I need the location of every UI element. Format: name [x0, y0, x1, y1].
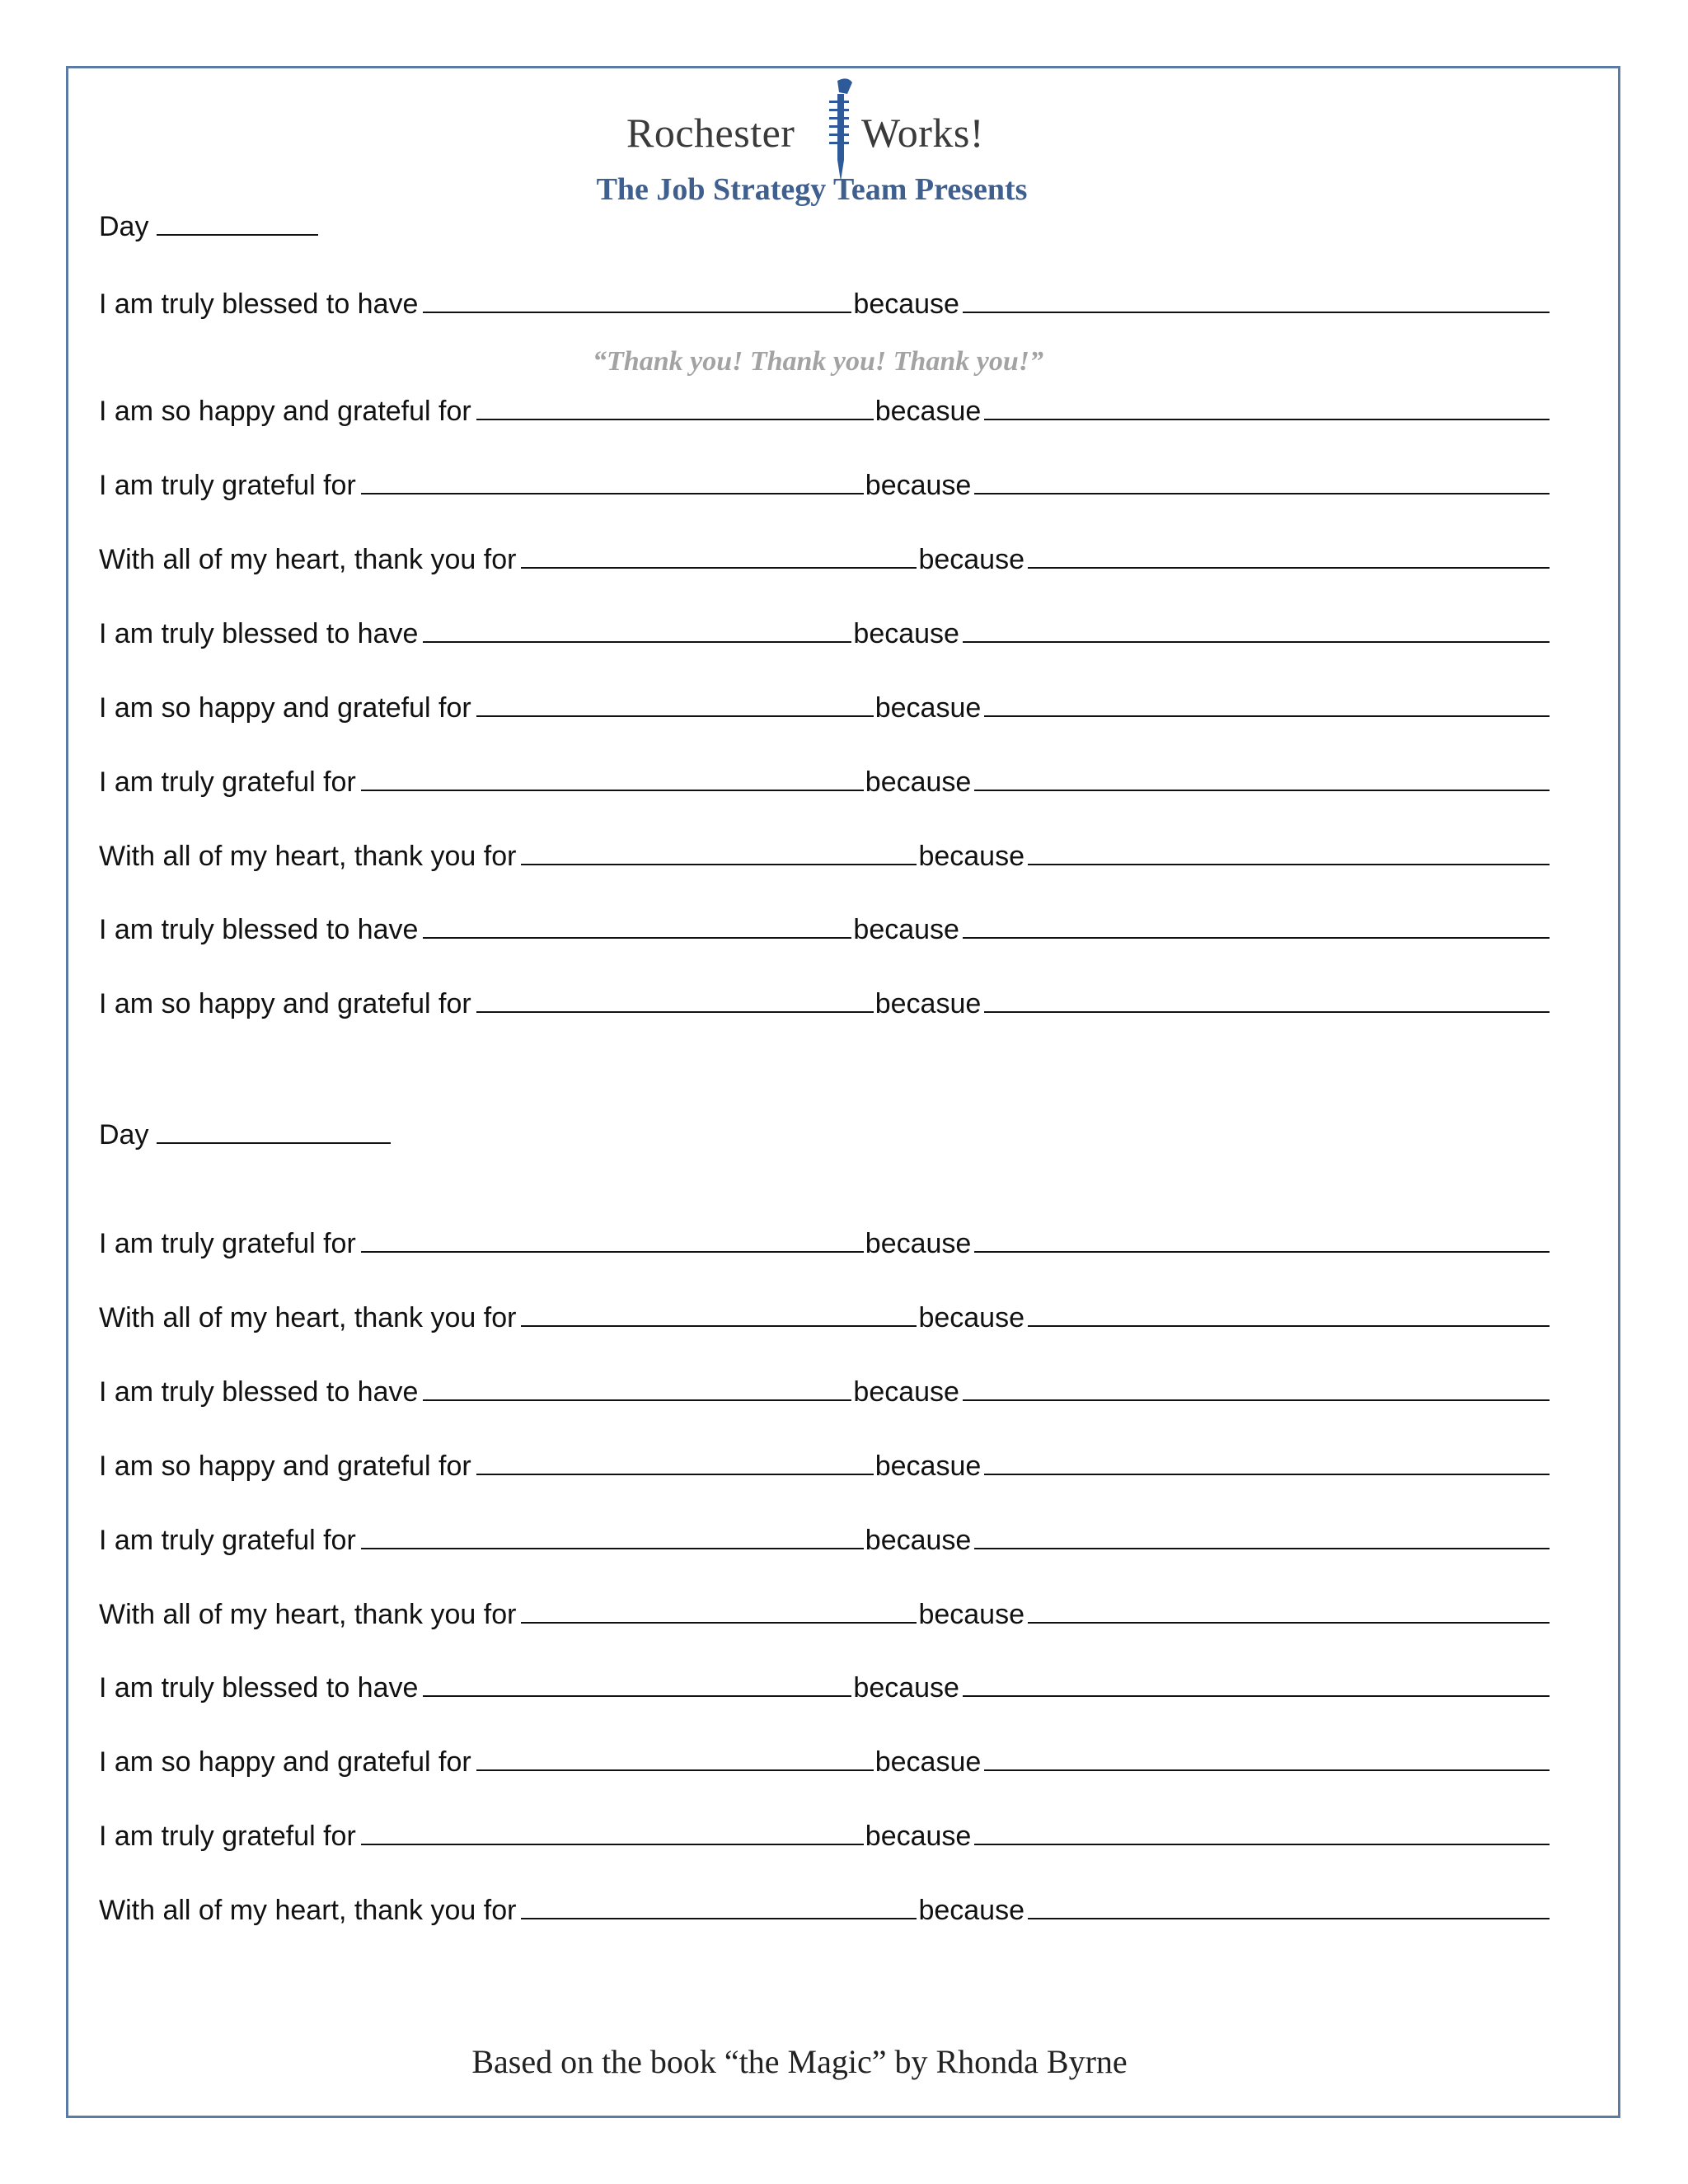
gratitude-blank-field[interactable] — [361, 765, 864, 791]
reason-blank-field[interactable] — [974, 1819, 1550, 1845]
gratitude-blank-field[interactable] — [521, 1597, 917, 1624]
gratitude-blank-field[interactable] — [423, 1375, 851, 1401]
gratitude-row — [99, 987, 1550, 1020]
gratitude-blank-field[interactable] — [476, 1449, 874, 1475]
row-prefix: With all of my heart, thank you for — [99, 1302, 517, 1333]
row-prefix: I am truly grateful for — [99, 1821, 356, 1852]
reason-blank-field[interactable] — [974, 468, 1550, 494]
reason-blank-field[interactable] — [984, 691, 1550, 717]
gratitude-row — [99, 616, 1550, 650]
row-suffix: becasue — [874, 1746, 982, 1778]
reason-blank-field[interactable] — [974, 1226, 1550, 1253]
row-suffix: because — [865, 1821, 972, 1852]
page-subtitle: The Job Strategy Team Presents — [596, 172, 1028, 207]
gratitude-blank-field[interactable] — [476, 394, 874, 420]
row-prefix: I am so happy and grateful for — [99, 988, 471, 1019]
gratitude-blank-field[interactable] — [361, 1819, 864, 1845]
row-suffix: because — [918, 1895, 1025, 1926]
row-suffix: because — [865, 1228, 972, 1259]
row-suffix: because — [865, 1525, 972, 1556]
gratitude-row — [99, 1449, 1550, 1483]
row-prefix: I am truly blessed to have — [99, 914, 419, 945]
gratitude-row — [99, 1893, 1550, 1927]
gratitude-blank-field[interactable] — [361, 468, 864, 494]
row-suffix: because — [853, 618, 959, 649]
gratitude-row — [99, 1819, 1550, 1853]
logo-text-left: Rochester — [626, 110, 795, 156]
day-blank-field[interactable] — [157, 209, 318, 236]
gratitude-row — [99, 468, 1550, 502]
gratitude-blank-field[interactable] — [361, 1523, 864, 1549]
reason-blank-field[interactable] — [1028, 1597, 1550, 1624]
row-prefix: I am so happy and grateful for — [99, 692, 471, 724]
gratitude-row — [99, 1597, 1550, 1631]
row-prefix: I am truly grateful for — [99, 1228, 356, 1259]
gratitude-blank-field[interactable] — [423, 616, 851, 643]
gratitude-row — [99, 691, 1550, 724]
row-suffix: becasue — [874, 396, 982, 427]
day-text: Day — [99, 1119, 149, 1151]
reason-blank-field[interactable] — [984, 394, 1550, 420]
row-suffix: because — [918, 841, 1025, 872]
gratitude-row — [99, 394, 1550, 428]
footer-credit: Based on the book “the Magic” by Rhonda Byrne — [471, 2043, 1128, 2080]
day-label-1 — [99, 209, 318, 243]
gratitude-row — [99, 1301, 1550, 1334]
row-prefix: With all of my heart, thank you for — [99, 1599, 517, 1630]
reason-blank-field[interactable] — [963, 1671, 1550, 1697]
row-prefix: I am truly blessed to have — [99, 1672, 419, 1704]
gratitude-blank-field[interactable] — [476, 987, 874, 1013]
row-prefix: I am so happy and grateful for — [99, 1451, 471, 1482]
day-blank-field[interactable] — [157, 1118, 391, 1144]
gratitude-row — [99, 839, 1550, 873]
gratitude-blank-field[interactable] — [521, 1301, 917, 1327]
row-suffix: becasue — [874, 692, 982, 724]
gratitude-blank-field[interactable] — [361, 1226, 864, 1253]
reason-blank-field[interactable] — [963, 1375, 1550, 1401]
gratitude-blank-field[interactable] — [423, 287, 851, 313]
row-suffix: becasue — [874, 988, 982, 1019]
gratitude-row — [99, 1523, 1550, 1557]
gratitude-blank-field[interactable] — [476, 691, 874, 717]
row-prefix: I am truly grateful for — [99, 766, 356, 798]
gratitude-blank-field[interactable] — [476, 1745, 874, 1771]
gratitude-row — [99, 542, 1550, 576]
logo-text-right: Works! — [861, 110, 984, 156]
reason-blank-field[interactable] — [963, 616, 1550, 643]
reason-blank-field[interactable] — [984, 1449, 1550, 1475]
gratitude-blank-field[interactable] — [521, 542, 917, 569]
day-text: Day — [99, 211, 149, 242]
gratitude-blank-field[interactable] — [423, 912, 851, 939]
gratitude-blank-field[interactable] — [521, 839, 917, 865]
row-prefix: I am truly grateful for — [99, 470, 356, 501]
reason-blank-field[interactable] — [1028, 839, 1550, 865]
reason-blank-field[interactable] — [984, 1745, 1550, 1771]
reason-blank-field[interactable] — [974, 765, 1550, 791]
row-prefix: I am truly blessed to have — [99, 1376, 419, 1408]
row-suffix: because — [918, 1302, 1025, 1333]
row-suffix: because — [853, 1376, 959, 1408]
gratitude-row — [99, 1671, 1550, 1704]
reason-blank-field[interactable] — [1028, 1893, 1550, 1919]
gratitude-blank-field[interactable] — [423, 1671, 851, 1697]
gratitude-blank-field[interactable] — [521, 1893, 917, 1919]
gratitude-row — [99, 1375, 1550, 1408]
reason-blank-field[interactable] — [963, 287, 1550, 313]
row-prefix: I am truly blessed to have — [99, 288, 419, 320]
row-prefix: With all of my heart, thank you for — [99, 841, 517, 872]
row-prefix: I am so happy and grateful for — [99, 1746, 471, 1778]
gratitude-row — [99, 912, 1550, 946]
gratitude-row — [99, 1226, 1550, 1260]
row-prefix: I am so happy and grateful for — [99, 396, 471, 427]
reason-blank-field[interactable] — [1028, 542, 1550, 569]
day-label-2 — [99, 1118, 391, 1151]
spine-icon — [823, 76, 859, 183]
reason-blank-field[interactable] — [974, 1523, 1550, 1549]
row-suffix: because — [865, 766, 972, 798]
row-suffix: because — [853, 1672, 959, 1704]
thank-you-quote: “Thank you! Thank you! Thank you!” — [593, 346, 1043, 377]
row-suffix: because — [853, 288, 959, 320]
gratitude-row — [99, 765, 1550, 799]
reason-blank-field[interactable] — [984, 987, 1550, 1013]
reason-blank-field[interactable] — [963, 912, 1550, 939]
rochester-works-logo — [626, 76, 1006, 183]
gratitude-row — [99, 287, 1550, 321]
row-prefix: I am truly grateful for — [99, 1525, 356, 1556]
row-suffix: because — [918, 1599, 1025, 1630]
row-suffix: becasue — [874, 1451, 982, 1482]
gratitude-row — [99, 1745, 1550, 1779]
row-suffix: because — [853, 914, 959, 945]
row-prefix: I am truly blessed to have — [99, 618, 419, 649]
row-prefix: With all of my heart, thank you for — [99, 544, 517, 575]
row-suffix: because — [918, 544, 1025, 575]
reason-blank-field[interactable] — [1028, 1301, 1550, 1327]
row-suffix: because — [865, 470, 972, 501]
row-prefix: With all of my heart, thank you for — [99, 1895, 517, 1926]
